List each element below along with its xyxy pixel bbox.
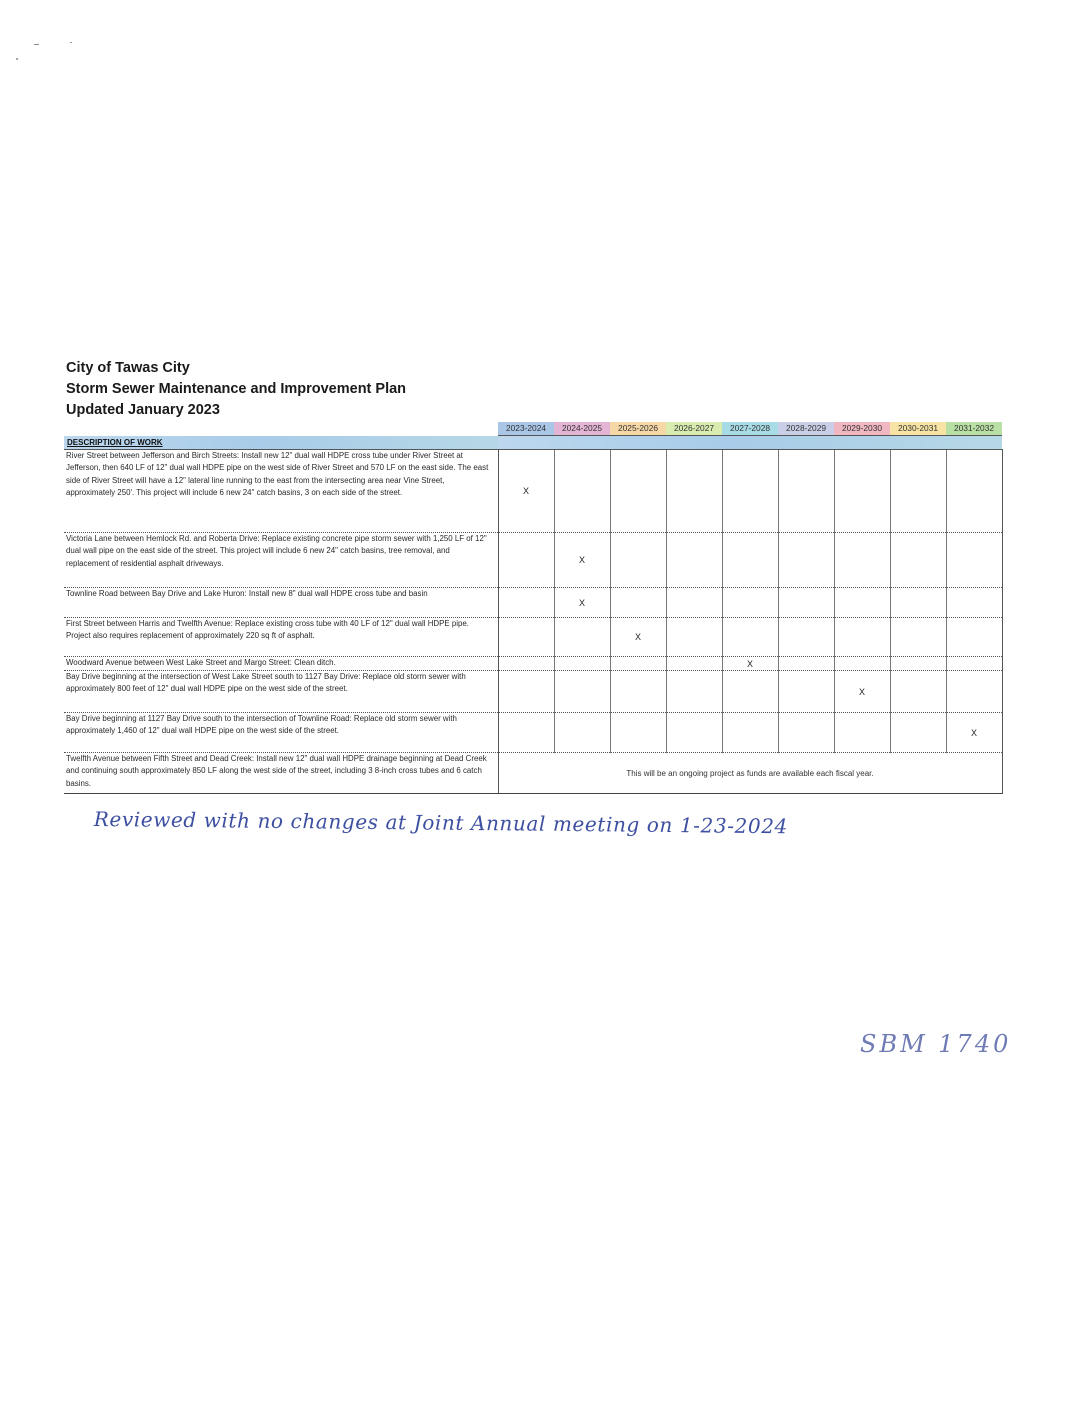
year-mark-cell [722,450,778,533]
year-mark-cell [666,588,722,618]
year-mark-cell: X [946,713,1002,753]
year-mark-cell [666,618,722,657]
year-mark-cell [946,657,1002,671]
description-header-row [64,436,1002,450]
year-2031-2032: 2031-2032 [946,422,1002,436]
year-mark-cell [946,618,1002,657]
year-header-spacer [64,422,498,436]
heading-plan-title: Storm Sewer Maintenance and Improvement Plan [66,381,407,397]
year-mark-cell [834,713,890,753]
year-mark-cell [722,713,778,753]
year-mark-cell [610,671,666,713]
year-mark-cell [946,671,1002,713]
year-mark-cell [834,657,890,671]
handwritten-stamp-svg [860,1020,1040,1062]
year-mark-cell [498,671,554,713]
plan-row [64,657,1002,671]
year-mark-cell [778,533,834,588]
year-mark-cell [666,713,722,753]
year-mark-cell [554,671,610,713]
work-description: First Street between Harris and Twelfth Avenue: Replace existing cross tube with 40 LF of 12" dual wall HDPE pipe. Project also requires replacement of approximately 220 sq ft of asphalt. [64,618,498,657]
handwritten-stamp [860,1020,1040,1062]
year-mark-cell [498,713,554,753]
description-header-band [498,436,1002,450]
year-mark-cell [890,450,946,533]
plan-row [64,671,1002,713]
year-mark-cell [890,657,946,671]
year-mark-cell [834,618,890,657]
year-2028-2029: 2028-2029 [778,422,834,436]
ongoing-project-note: This will be an ongoing project as funds are available each fiscal year. [498,753,1002,794]
year-mark-cell [666,450,722,533]
year-mark-cell: X [498,450,554,533]
work-description: Woodward Avenue between West Lake Street and Margo Street: Clean ditch. [64,657,498,671]
year-mark-cell [610,450,666,533]
year-mark-cell [946,533,1002,588]
year-mark-cell [666,533,722,588]
year-mark-cell [834,588,890,618]
plan-row [64,618,1002,657]
year-mark-cell [722,618,778,657]
plan-grid-body [64,450,1002,794]
plan-row [64,588,1002,618]
year-mark-cell [498,657,554,671]
year-mark-cell [722,588,778,618]
year-2027-2028: 2027-2028 [722,422,778,436]
year-mark-cell [666,657,722,671]
plan-row [64,713,1002,753]
plan-row-ongoing [64,753,1002,794]
work-description: Townline Road between Bay Drive and Lake Huron: Install new 8" dual wall HDPE cross tube and basin [64,588,498,618]
heading-city: City of Tawas City [66,360,190,376]
year-mark-cell [610,713,666,753]
year-mark-cell [722,533,778,588]
work-description: River Street between Jefferson and Birch Streets: Install new 12" dual wall HDPE cross tube under River Street at Jefferson, then 640 LF of 12" dual wall HDPE pipe on the west side of River Street and 570 LF on the east side. The east side of River Street will have a 12" lateral line running to the east from the intersecting area near Vine Street, approximately 250'. This project will include 6 new 24" catch basins, 3 on each side of the street. [64,450,498,533]
year-mark-cell [946,450,1002,533]
year-mark-cell [834,533,890,588]
improvement-plan-table [64,422,1002,794]
year-mark-cell [554,713,610,753]
year-mark-cell: X [554,588,610,618]
heading-updated: Updated January 2023 [66,402,220,418]
work-description: Bay Drive beginning at 1127 Bay Drive south to the intersection of Townline Road: Replace old storm sewer with approximately 1,460 of 12" dual wall HDPE pipe on the west side of the street. [64,713,498,753]
work-description: Victoria Lane between Hemlock Rd. and Roberta Drive: Replace existing concrete pipe storm sewer with 1,250 LF of 12" dual wall pipe on the east side of the street. This project will include 6 new 24" catch basins, tree removal, and replacement of residential asphalt driveways. [64,533,498,588]
year-mark-cell [498,618,554,657]
year-mark-cell [778,671,834,713]
year-mark-cell [778,618,834,657]
year-mark-cell [498,588,554,618]
year-mark-cell [554,450,610,533]
work-description: Twelfth Avenue between Fifth Street and Dead Creek: Install new 12" dual wall HDPE drainage beginning at Dead Creek and continuing south approximately 850 LF along the west side of the street, including 3 8-inch cross tubes and 6 catch basins. [64,753,498,794]
work-description: Bay Drive beginning at the intersection of West Lake Street south to 1127 Bay Drive: Replace old storm sewer with approximately 800 feet of 12" dual wall HDPE pipe on the west side of the street. [64,671,498,713]
year-mark-cell: X [554,533,610,588]
year-mark-cell: X [834,671,890,713]
year-mark-cell [610,533,666,588]
year-mark-cell [778,713,834,753]
year-mark-cell [554,618,610,657]
year-mark-cell [778,588,834,618]
plan-grid [64,422,1003,794]
year-mark-cell [610,657,666,671]
year-2029-2030: 2029-2030 [834,422,890,436]
year-mark-cell [890,588,946,618]
year-2023-2024: 2023-2024 [498,422,554,436]
year-header-row [64,422,1002,436]
handwritten-review-note [94,800,814,840]
year-2024-2025: 2024-2025 [554,422,610,436]
year-mark-cell [778,657,834,671]
plan-row [64,533,1002,588]
year-mark-cell [946,588,1002,618]
year-mark-cell [778,450,834,533]
document-heading [66,358,406,421]
plan-row [64,450,1002,533]
year-mark-cell [498,533,554,588]
year-2030-2031: 2030-2031 [890,422,946,436]
scan-specks [30,42,90,72]
handwritten-review-text: Reviewed with no changes at Joint Annual meeting on 1-23-2024 [93,806,789,839]
description-of-work-header: DESCRIPTION OF WORK [64,436,498,450]
year-mark-cell [890,713,946,753]
year-mark-cell [834,450,890,533]
year-2025-2026: 2025-2026 [610,422,666,436]
year-mark-cell [890,671,946,713]
year-mark-cell [890,533,946,588]
year-mark-cell: X [610,618,666,657]
handwritten-stamp-text: SBM 1740 [860,1030,1012,1058]
year-mark-cell [722,671,778,713]
year-mark-cell [554,657,610,671]
year-mark-cell [610,588,666,618]
year-mark-cell: X [722,657,778,671]
handwritten-review-note-svg [94,800,814,840]
year-mark-cell [666,671,722,713]
year-mark-cell [890,618,946,657]
year-2026-2027: 2026-2027 [666,422,722,436]
